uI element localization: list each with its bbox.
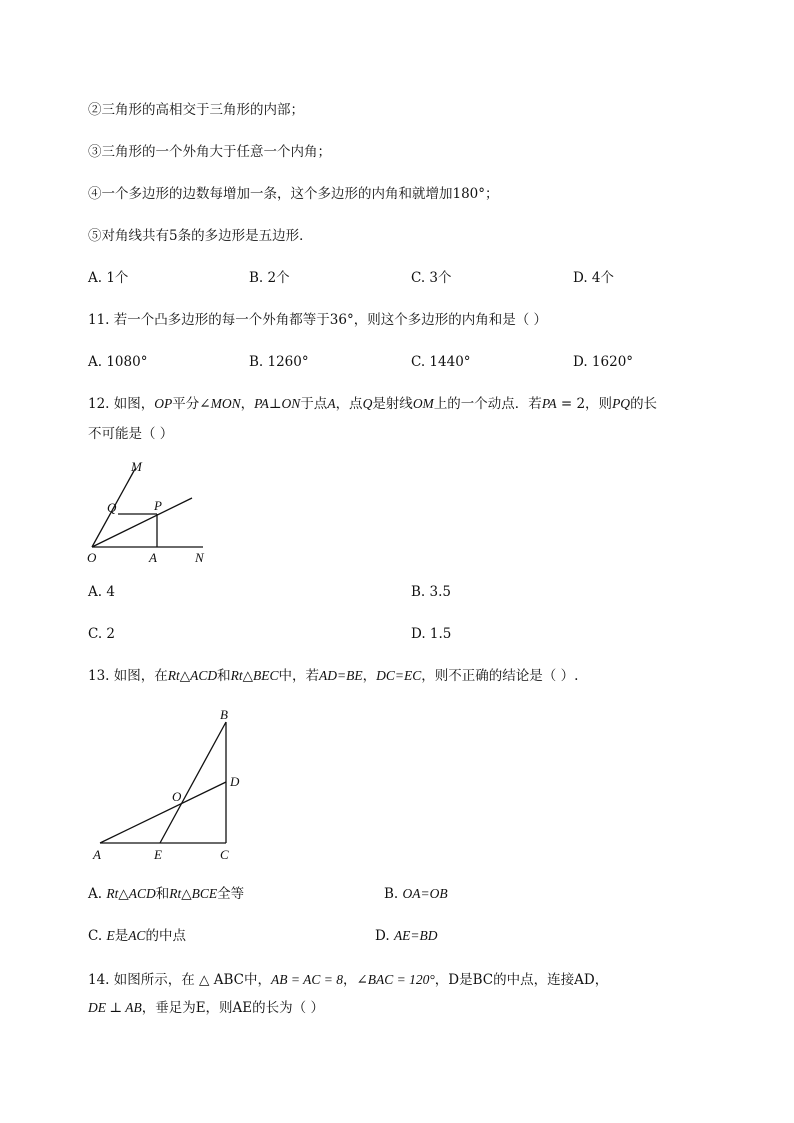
label-p: P xyxy=(154,498,162,513)
segment-be xyxy=(160,722,226,843)
q14-question-line2: DE ⊥ AB，垂足为E，则AE的长为（ ） xyxy=(88,1000,324,1016)
q13-option-a: A. Rt△ACD和Rt△BCE全等 xyxy=(88,886,245,902)
q13-question: 13. 如图，在Rt△ACD和Rt△BEC中，若AD=BE，DC=EC，则不正确的结论是（ ）. xyxy=(88,668,579,684)
q12-question: 12. 如图，OP平分∠MON，PA⊥ON于点A，点Q是射线OM上的一个动点．若PA = 2，则PQ的长 xyxy=(88,396,658,412)
label-o: O xyxy=(87,550,97,565)
label-c: C xyxy=(220,847,229,862)
q12-option-a: A. 4 xyxy=(88,584,115,600)
q12-option-d: D. 1.5 xyxy=(411,626,452,642)
label-e: E xyxy=(154,847,162,862)
statement-5: ⑤对角线共有5条的多边形是五边形． xyxy=(88,228,313,244)
label-a: A xyxy=(93,847,101,862)
q13-figure xyxy=(88,702,248,867)
q14-question: 14. 如图所示，在 △ ABC中，AB = AC = 8，∠BAC = 120°，D是BC的中点，连接AD， xyxy=(88,972,609,988)
label-d: D xyxy=(230,774,240,789)
statement-3: ③三角形的一个外角大于任意一个内角； xyxy=(88,144,331,160)
label-n: N xyxy=(195,550,204,565)
label-m: M xyxy=(131,459,142,474)
q13-option-d: D. AE=BD xyxy=(375,928,438,944)
label-b: B xyxy=(220,707,228,722)
q11-option-d: D. 1620° xyxy=(573,354,634,370)
q12-option-c: C. 2 xyxy=(88,626,116,642)
q10-option-b: B. 2个 xyxy=(249,270,290,286)
q12-option-b: B. 3.5 xyxy=(411,584,451,600)
q11-option-c: C. 1440° xyxy=(411,354,471,370)
q10-option-c: C. 3个 xyxy=(411,270,452,286)
q12-figure xyxy=(80,455,220,570)
q10-option-a: A. 1个 xyxy=(88,270,129,286)
label-a: A xyxy=(149,550,157,565)
label-q: Q xyxy=(107,500,117,515)
q10-option-d: D. 4个 xyxy=(573,270,615,286)
q11-option-b: B. 1260° xyxy=(249,354,309,370)
segment-ad xyxy=(100,782,226,843)
statement-2: ②三角形的高相交于三角形的内部； xyxy=(88,102,304,118)
q13-option-c: C. E是AC的中点 xyxy=(88,928,186,944)
q11-option-a: A. 1080° xyxy=(88,354,148,370)
q12-question-line2: 不可能是（ ） xyxy=(88,426,174,442)
label-o: O xyxy=(172,789,182,804)
q11-question: 11. 若一个凸多边形的每一个外角都等于36°，则这个多边形的内角和是（ ） xyxy=(88,312,547,328)
statement-4: ④一个多边形的边数每增加一条，这个多边形的内角和就增加180°； xyxy=(88,186,499,202)
q13-option-b: B. OA=OB xyxy=(384,886,448,902)
